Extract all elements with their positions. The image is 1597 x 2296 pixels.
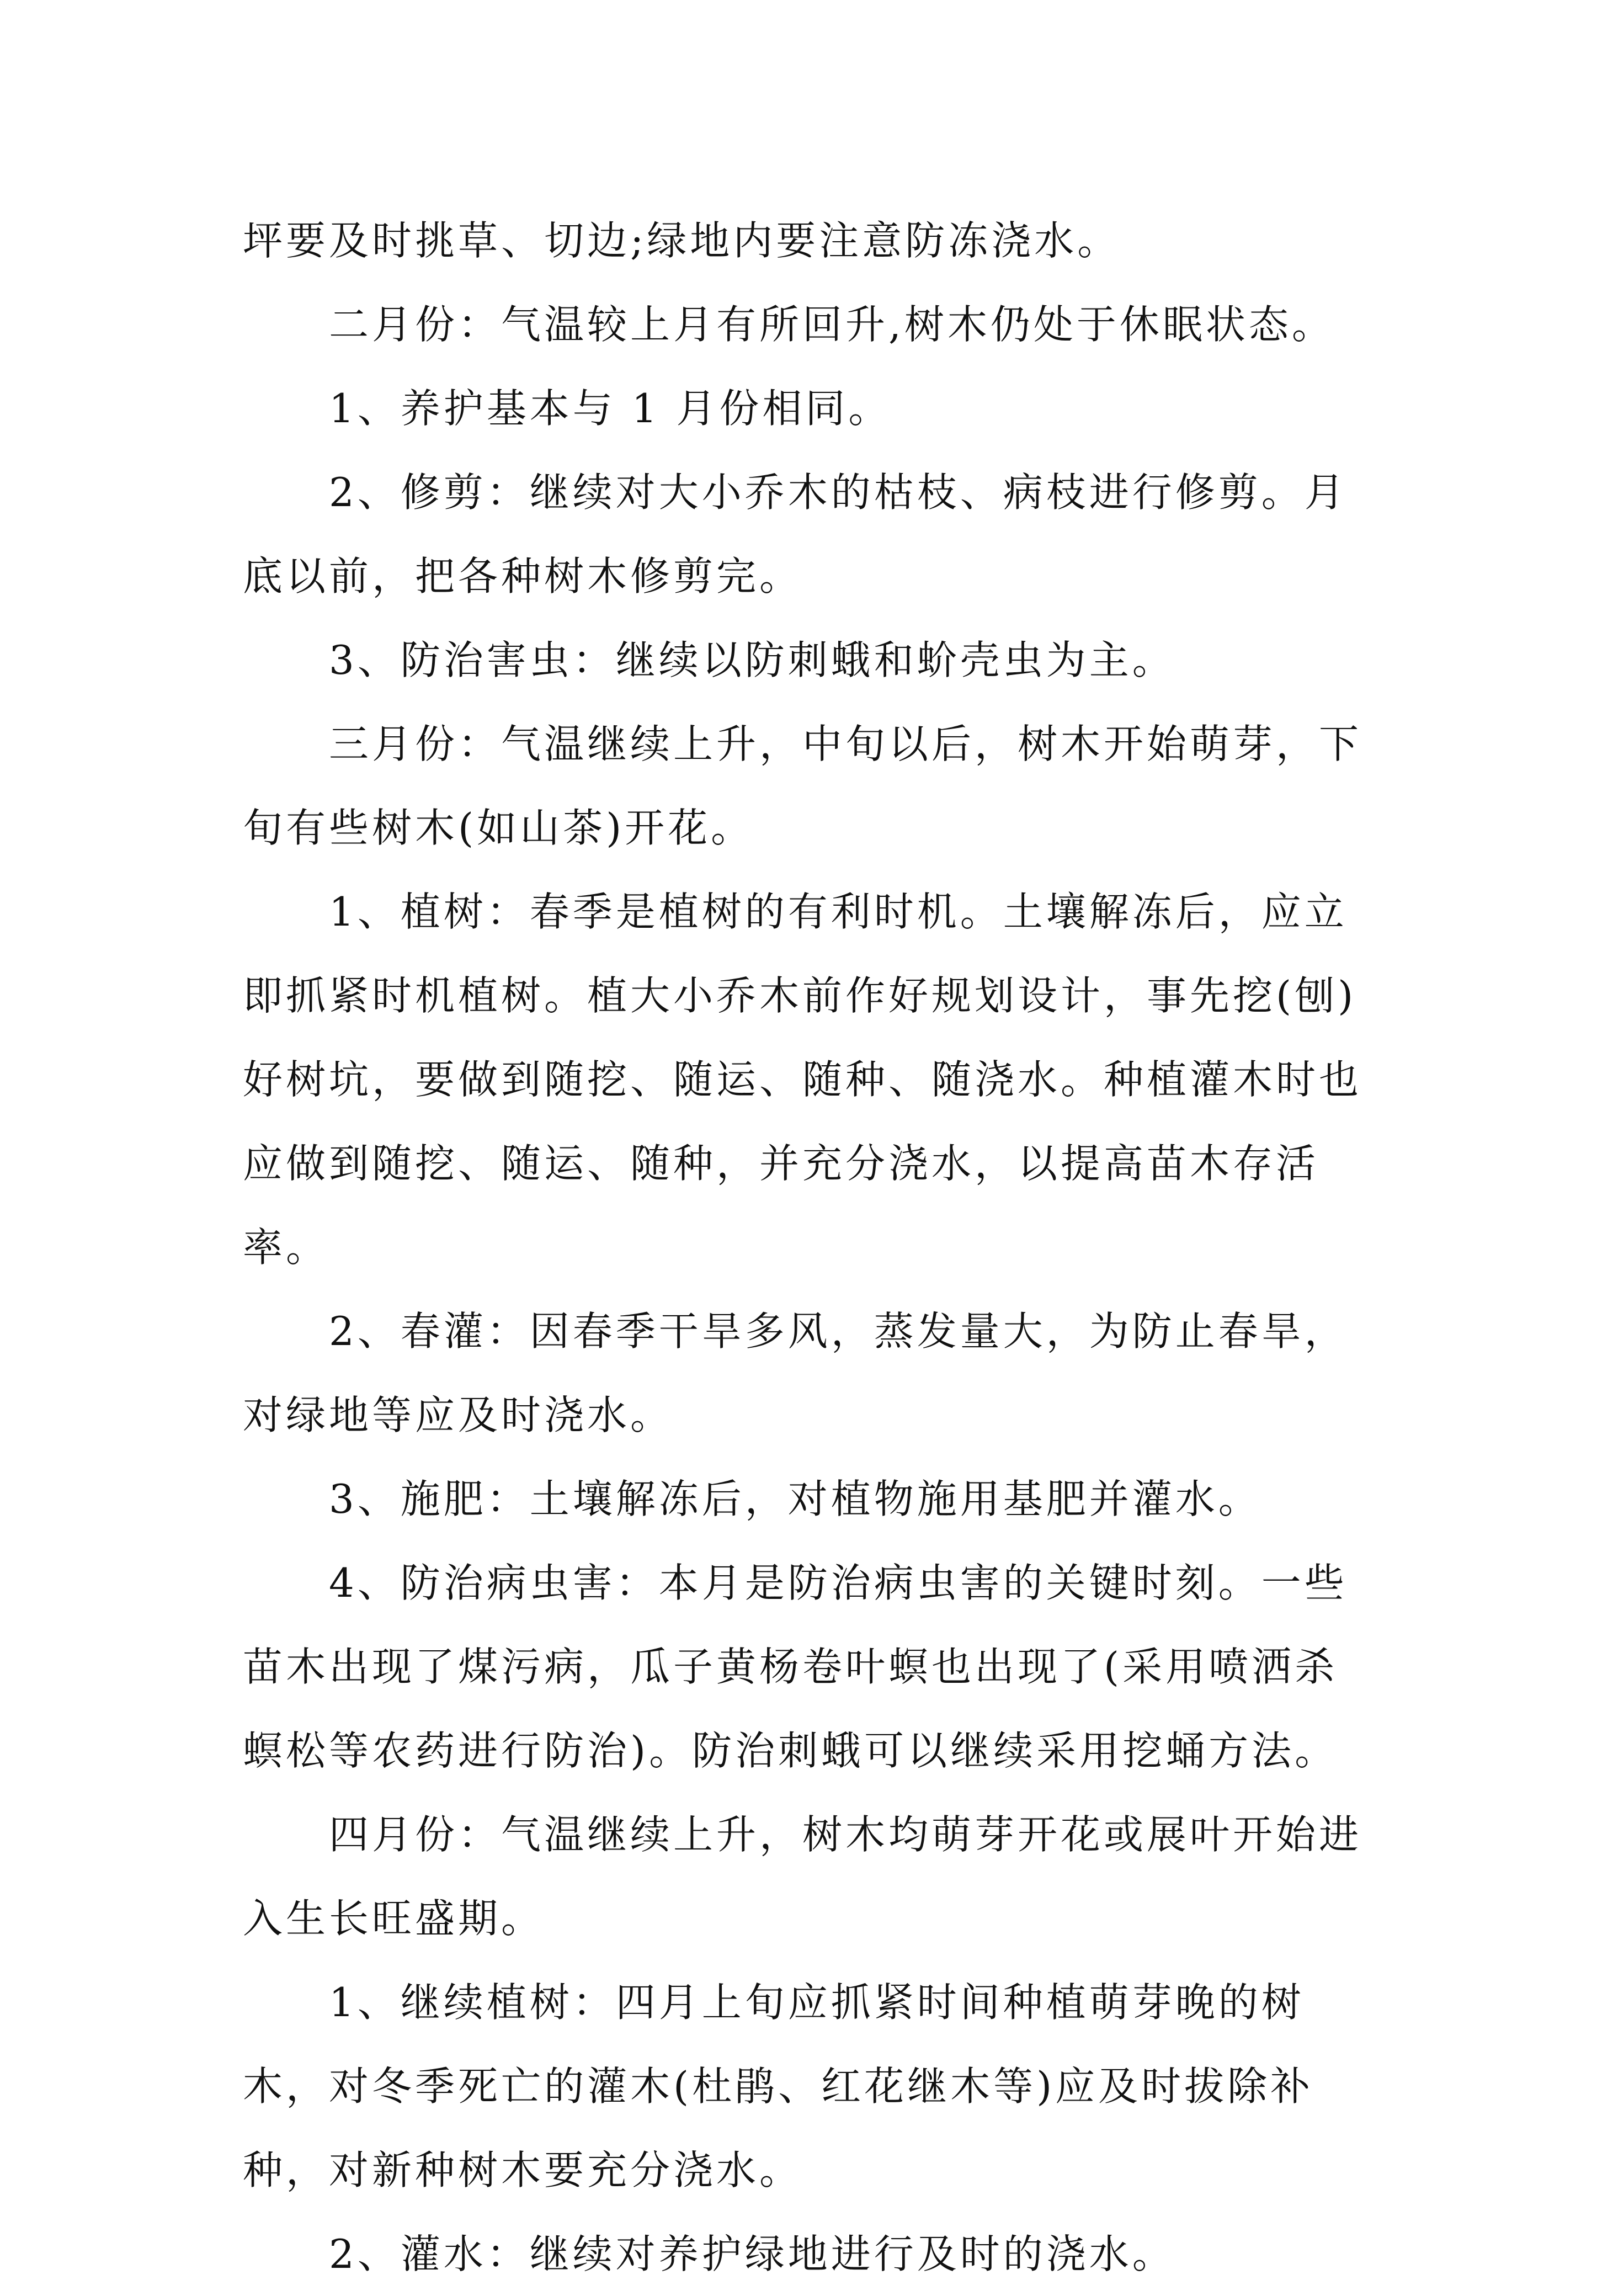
paragraph-3: 1、养护基本与 1 月份相同。 — [329, 385, 892, 432]
paragraph-1: 坪要及时挑草、切边;绿地内要注意防冻浇水。 — [243, 217, 1121, 264]
paragraph-8: 2、春灌：因春季干旱多风，蒸发量大，为防止春旱，对绿地等应及时浇水。 — [243, 1308, 1348, 1438]
paragraph-5: 3、防治害虫：继续以防刺蛾和蚧壳虫为主。 — [329, 637, 1175, 683]
paragraph-9: 3、施肥：土壤解冻后，对植物施用基肥并灌水。 — [329, 1476, 1261, 1522]
paragraph-11: 四月份：气温继续上升，树木均萌芽开花或展叶开始进入生长旺盛期。 — [243, 1811, 1362, 1942]
paragraph-2: 二月份：气温较上月有所回升,树木仍处于休眠状态。 — [329, 301, 1335, 348]
paragraph-7: 1、植树：春季是植树的有利时机。土壤解冻后，应立即抓紧时机植树。植大小乔木前作好规划设计，事先挖(刨)好树坑，要做到随挖、随运、随种、随浇水。种植灌木时也应做到随挖、随运、随种，并充分浇水，以提高苗木存活率。 — [243, 889, 1362, 1271]
paragraph-6: 三月份：气温继续上升，中旬以后，树木开始萌芽，下旬有些树木(如山茶)开花。 — [243, 721, 1362, 851]
paragraph-4: 2、修剪：继续对大小乔木的枯枝、病枝进行修剪。月底以前，把各种树木修剪完。 — [243, 469, 1348, 599]
paragraph-13: 2、灌水：继续对养护绿地进行及时的浇水。 — [329, 2231, 1175, 2277]
document-body — [243, 199, 1376, 2296]
paragraph-12: 1、继续植树：四月上旬应抓紧时间种植萌芽晚的树木，对冬季死亡的灌木(杜鹃、红花继木等)应及时拔除补种，对新种树木要充分浇水。 — [243, 1979, 1314, 2193]
paragraph-10: 4、防治病虫害：本月是防治病虫害的关键时刻。一些苗木出现了煤污病，瓜子黄杨卷叶螟也出现了(采用喷洒杀螟松等农药进行防治)。防治刺蛾可以继续采用挖蛹方法。 — [243, 1560, 1348, 1774]
